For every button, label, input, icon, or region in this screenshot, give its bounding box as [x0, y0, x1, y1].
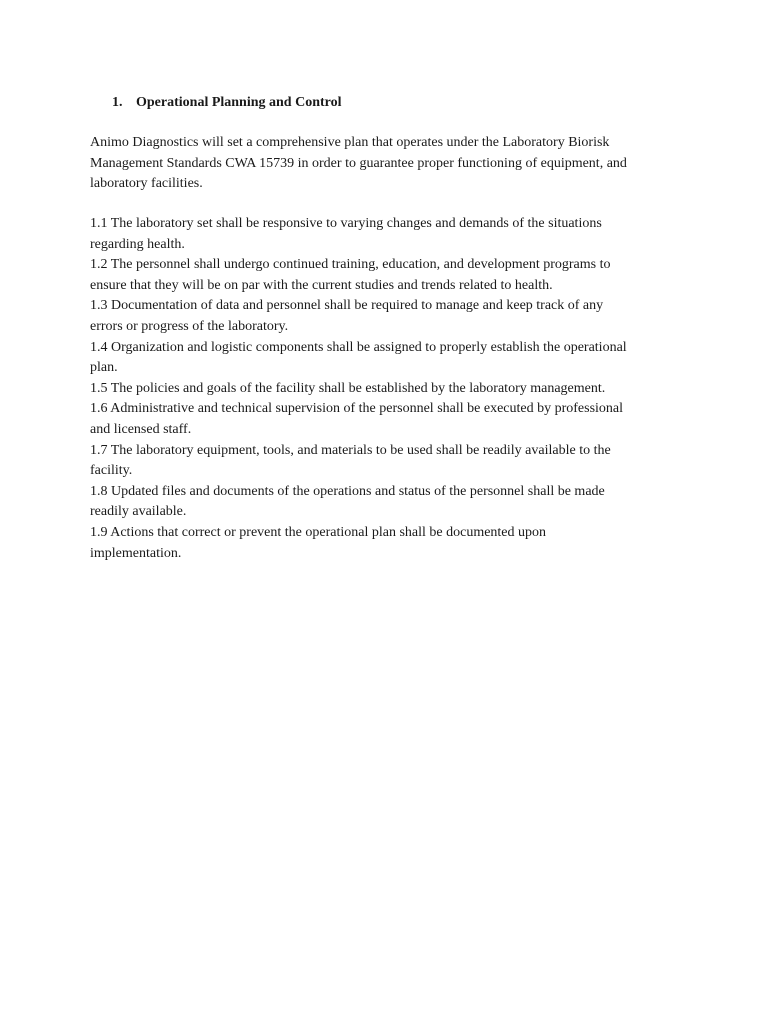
requirement-line: regarding health. [90, 236, 185, 252]
requirement-line: 1.4 Organization and logistic components shall be assigned to properly establish the operational [90, 339, 627, 355]
section-heading [112, 93, 342, 113]
requirement-line: errors or progress of the laboratory. [90, 318, 289, 334]
intro-line: Animo Diagnostics will set a comprehensive plan that operates under the Laboratory Biorisk [90, 135, 610, 150]
requirement-item-1-5 [90, 379, 690, 400]
requirement-line: facility. [90, 463, 133, 479]
requirement-line: 1.8 Updated files and documents of the operations and status of the personnel shall be made [90, 483, 605, 499]
requirement-item-1-7 [90, 441, 690, 482]
intro-paragraph [90, 133, 690, 195]
requirement-line: 1.3 Documentation of data and personnel shall be required to manage and keep track of any [90, 298, 604, 314]
requirement-line: 1.9 Actions that correct or prevent the operational plan shall be documented upon [90, 524, 547, 540]
intro-line: laboratory facilities. [90, 176, 203, 192]
requirement-line: 1.2 The personnel shall undergo continued training, education, and development programs to [90, 257, 611, 273]
section-title: Operational Planning and Control [136, 95, 342, 110]
requirement-line: and licensed staff. [90, 421, 192, 437]
requirement-item-1-2 [90, 255, 690, 296]
requirement-line: plan. [90, 360, 118, 376]
requirement-item-1-6 [90, 399, 690, 440]
requirement-list [90, 214, 690, 564]
requirement-line: 1.7 The laboratory equipment, tools, and materials to be used shall be readily available to the [90, 442, 611, 458]
section-number: 1. [112, 95, 123, 110]
requirement-item-1-1 [90, 214, 690, 255]
requirement-line: 1.6 Administrative and technical supervision of the personnel shall be executed by professional [90, 401, 624, 417]
requirement-line: ensure that they will be on par with the current studies and trends related to health. [90, 277, 553, 293]
requirement-line: readily available. [90, 504, 187, 520]
requirement-item-1-3 [90, 296, 690, 337]
requirement-item-1-4 [90, 338, 690, 379]
requirement-line: 1.1 The laboratory set shall be responsive to varying changes and demands of the situations [90, 216, 602, 231]
requirement-line: implementation. [90, 545, 182, 561]
intro-line: Management Standards CWA 15739 in order to guarantee proper functioning of equipment, and [90, 155, 627, 171]
requirement-item-1-8 [90, 482, 690, 523]
requirement-item-1-9 [90, 523, 690, 564]
requirement-line: 1.5 The policies and goals of the facility shall be established by the laboratory management. [90, 380, 606, 396]
